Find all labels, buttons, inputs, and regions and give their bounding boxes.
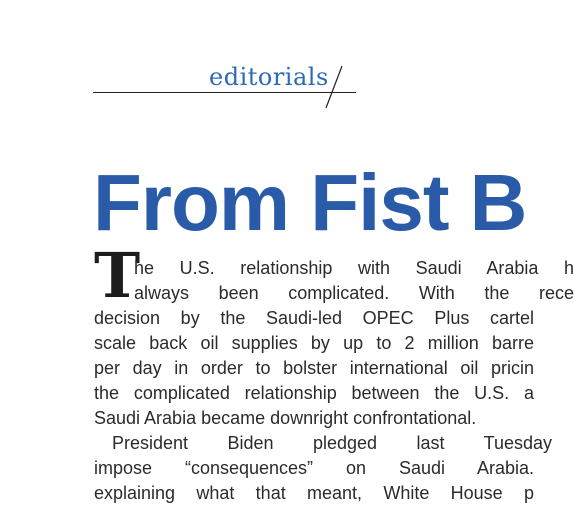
body-line: he U.S. relationship with Saudi Arabia h	[134, 258, 574, 278]
section-label: editorials	[209, 63, 329, 91]
body-line: President Biden pledged last Tuesday	[112, 433, 552, 453]
headline: From Fist B	[93, 158, 527, 247]
body-line: impose “consequences” on Saudi Arabia.	[94, 458, 534, 478]
body-line: scale back oil supplies by up to 2 million barre	[94, 333, 534, 353]
article-body	[94, 256, 574, 506]
section-rule	[93, 92, 356, 93]
body-line: the complicated relationship between the U.S. a	[94, 383, 534, 403]
drop-cap: T	[94, 239, 141, 312]
body-line: always been complicated. With the rece	[134, 283, 574, 303]
body-line: per day in order to bolster international oil pricin	[94, 358, 534, 378]
body-line: explaining what that meant, White House p	[94, 483, 534, 503]
body-line: Saudi Arabia became downright confrontational.	[94, 408, 477, 428]
slash-divider	[320, 64, 350, 110]
body-line: decision by the Saudi-led OPEC Plus cartel	[94, 308, 534, 328]
